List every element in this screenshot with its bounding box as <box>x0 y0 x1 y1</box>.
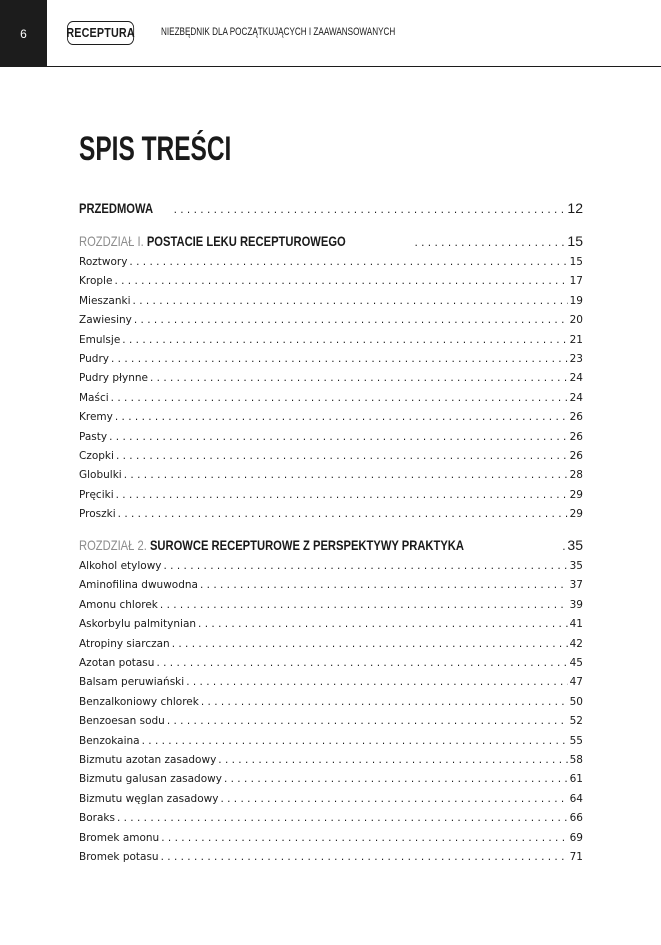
toc-item <box>79 372 583 384</box>
dot-leader <box>218 754 567 766</box>
toc-item-label: Roztwory <box>79 256 128 268</box>
toc-item-page: 55 <box>569 734 583 747</box>
toc-item <box>79 450 583 462</box>
toc-item-label: Aminofilina dwuwodna <box>79 579 198 592</box>
dot-leader <box>115 411 568 423</box>
dot-leader <box>117 812 568 824</box>
dot-leader <box>201 696 568 708</box>
dot-leader <box>172 638 568 650</box>
toc-item-page: 15 <box>569 256 583 268</box>
toc-item-page: 58 <box>569 754 583 766</box>
toc-item-label: Benzokaina <box>79 734 140 747</box>
toc-item <box>79 431 583 443</box>
dot-leader <box>111 392 568 404</box>
toc-item <box>79 256 583 268</box>
dot-leader <box>150 372 568 384</box>
toc-item-label: Bizmutu węglan zasadowy <box>79 792 219 805</box>
toc-item-page: 17 <box>569 275 583 288</box>
toc-chapter-2 <box>79 537 583 554</box>
toc-item-label: Boraks <box>79 812 115 825</box>
dot-leader <box>111 353 568 365</box>
toc-item <box>79 832 583 844</box>
toc-item <box>79 618 583 630</box>
toc-item-label: Bizmutu galusan zasadowy <box>79 773 222 786</box>
toc-item-page: 26 <box>569 430 583 443</box>
dot-leader <box>122 334 567 346</box>
toc-item-label: Zawiesiny <box>79 314 132 327</box>
toc-item <box>79 599 583 611</box>
toc-chapter-page: 15 <box>567 233 583 249</box>
toc-item <box>79 353 583 365</box>
toc-item-label: Bizmutu azotan zasadowy <box>79 754 217 766</box>
dot-leader <box>562 538 565 554</box>
dot-leader <box>142 735 568 747</box>
toc-item <box>79 314 583 326</box>
toc-item <box>79 754 583 766</box>
dot-leader <box>156 657 567 669</box>
toc-item <box>79 851 583 863</box>
toc-item-label: Krople <box>79 275 113 288</box>
toc-item-label: Amonu chlorek <box>79 598 158 611</box>
toc-item-page: 39 <box>569 598 583 611</box>
toc-entry-label: PRZEDMOWA <box>79 200 154 216</box>
toc-item <box>79 560 583 572</box>
toc-item-label: Globulki <box>79 469 122 482</box>
toc-item-page: 26 <box>569 450 583 462</box>
toc-item <box>79 657 583 669</box>
toc-item <box>79 812 583 824</box>
toc-chapter-label <box>79 537 464 553</box>
toc-item <box>79 295 583 307</box>
toc-item-label: Atropiny siarczan <box>79 637 170 650</box>
toc-chapter-1 <box>79 233 583 250</box>
toc-item <box>79 508 583 520</box>
toc-item <box>79 696 583 708</box>
toc-item-page: 42 <box>569 637 583 650</box>
toc-item <box>79 773 583 785</box>
dot-leader <box>186 676 567 688</box>
toc-item <box>79 715 583 727</box>
dot-leader <box>116 450 568 462</box>
toc-item-page: 50 <box>569 695 583 708</box>
toc-item-page: 26 <box>569 411 583 424</box>
toc-item-page: 21 <box>569 333 583 346</box>
dot-leader <box>224 773 568 785</box>
page-number-box <box>0 0 47 67</box>
toc-item-label: Maści <box>79 391 109 404</box>
dot-leader <box>129 256 567 268</box>
dot-leader <box>161 851 568 863</box>
toc-title: SPIS TREŚCI <box>79 130 232 168</box>
dot-leader <box>116 489 568 501</box>
brand-logo: RECEPTURA <box>67 21 134 45</box>
chapter-title: SUROWCE RECEPTUROWE Z PERSPEKTYWY PRAKTYKA <box>149 537 464 553</box>
toc-chapter-page: 35 <box>567 537 583 553</box>
toc-item <box>79 638 583 650</box>
dot-leader <box>198 618 568 630</box>
toc-item <box>79 411 583 423</box>
toc-item-page: 29 <box>569 508 583 521</box>
chapter-prefix: ROZDZIAŁ 2. <box>79 537 147 553</box>
toc-item-label: Proszki <box>79 508 116 521</box>
dot-leader <box>160 599 568 611</box>
dot-leader <box>133 295 568 307</box>
toc-item-page: 28 <box>569 469 583 482</box>
dot-leader <box>200 579 568 591</box>
toc-item <box>79 334 583 346</box>
toc-item <box>79 676 583 688</box>
toc-item-label: Bromek amonu <box>79 831 160 844</box>
toc-item-page: 71 <box>569 851 583 863</box>
dot-leader <box>118 508 568 520</box>
toc-item <box>79 469 583 481</box>
dot-leader <box>114 275 567 287</box>
toc-item-page: 64 <box>569 792 583 805</box>
toc-item-page: 29 <box>569 488 583 501</box>
dot-leader <box>174 201 566 217</box>
toc-item-label: Pręciki <box>79 488 114 501</box>
dot-leader <box>161 832 567 844</box>
toc-item-page: 35 <box>569 560 583 572</box>
toc-item-page: 20 <box>569 314 583 327</box>
toc-item-label: Bromek potasu <box>79 851 159 863</box>
dot-leader <box>134 314 568 326</box>
toc-entry-page: 12 <box>567 200 583 216</box>
toc-item-label: Benzalkoniowy chlorek <box>79 695 199 708</box>
toc-item-label: Askorbylu palmitynian <box>79 618 197 631</box>
header-rule <box>47 66 661 67</box>
toc-item-page: 61 <box>569 773 583 786</box>
toc-item <box>79 392 583 404</box>
toc-item-page: 52 <box>569 715 583 728</box>
header-subtitle: NIEZBĘDNIK DLA POCZĄTKUJĄCYCH I ZAAWANSOWANYCH <box>161 26 396 38</box>
toc-item-page: 24 <box>569 372 583 385</box>
toc-item <box>79 735 583 747</box>
toc-item-page: 37 <box>569 579 583 592</box>
dot-leader <box>220 793 567 805</box>
dot-leader <box>164 560 568 572</box>
chapter-title: POSTACIE LEKU RECEPTUROWEGO <box>146 233 346 249</box>
toc-item <box>79 579 583 591</box>
toc-item-label: Czopki <box>79 450 114 462</box>
toc-item-page: 47 <box>569 676 583 689</box>
toc-item-label: Pudry <box>79 353 109 365</box>
toc-item-label: Mieszanki <box>79 294 131 307</box>
dot-leader <box>124 469 568 481</box>
toc-item-label: Balsam peruwiański <box>79 676 185 689</box>
toc-item <box>79 793 583 805</box>
toc-item-label: Kremy <box>79 411 113 424</box>
toc-item-label: Benzoesan sodu <box>79 715 165 728</box>
dot-leader <box>414 234 565 250</box>
toc-chapter-label <box>79 233 346 249</box>
dot-leader <box>109 431 568 443</box>
toc-item-page: 45 <box>569 657 583 669</box>
toc-item-page: 69 <box>569 831 583 844</box>
chapter-prefix: ROZDZIAŁ I. <box>79 233 144 249</box>
toc-item-label: Pasty <box>79 430 108 443</box>
dot-leader <box>167 715 568 727</box>
toc-item <box>79 275 583 287</box>
toc-item-label: Azotan potasu <box>79 657 155 669</box>
toc-item-page: 23 <box>569 353 583 365</box>
toc-item-label: Emulsje <box>79 333 121 346</box>
toc-entry-foreword <box>79 200 583 217</box>
toc-item-label: Pudry płynne <box>79 372 148 385</box>
page-number: 6 <box>20 26 27 41</box>
toc-item-page: 24 <box>569 391 583 404</box>
toc-item-label: Alkohol etylowy <box>79 560 162 572</box>
toc-item <box>79 489 583 501</box>
toc-item-page: 41 <box>569 618 583 631</box>
toc-item-page: 66 <box>569 812 583 825</box>
toc-item-page: 19 <box>569 294 583 307</box>
